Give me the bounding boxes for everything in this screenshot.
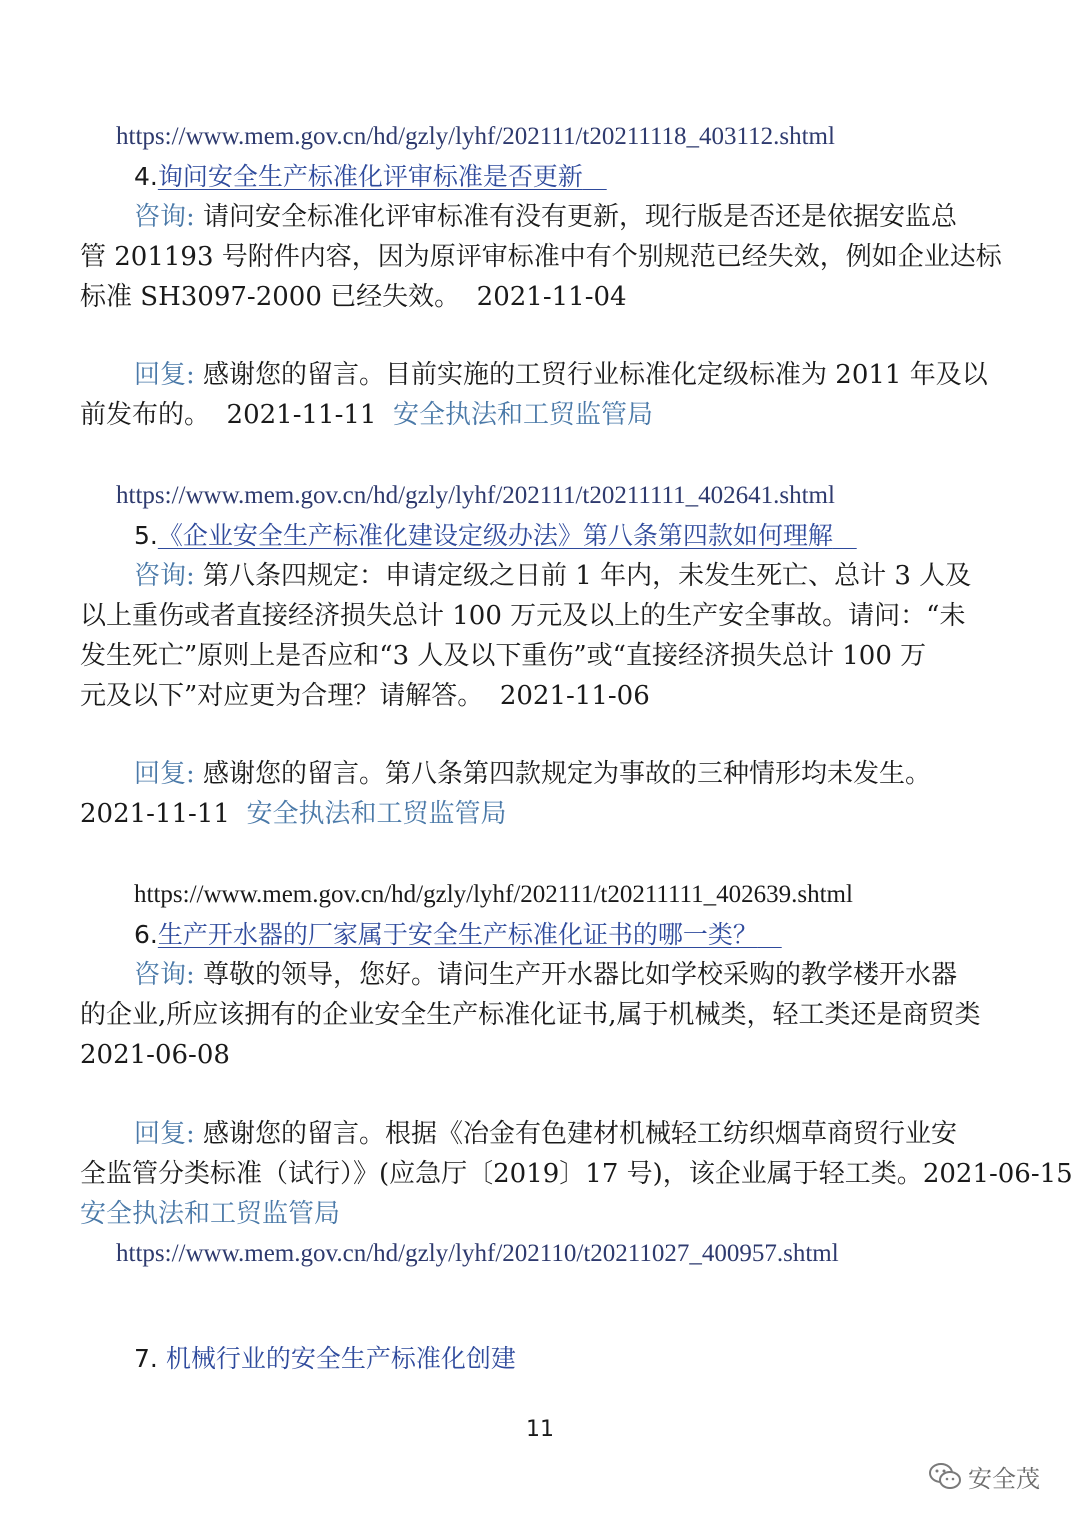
question-number: 4.: [134, 162, 158, 191]
question-number: 5.: [134, 521, 158, 550]
reply-line: [134, 1114, 957, 1154]
consult-label: 咨询:: [134, 561, 195, 591]
question-heading-7[interactable]: [134, 1339, 516, 1379]
consult-line: [80, 277, 627, 317]
reply-org: 安全执法和工贸监管局: [80, 1199, 341, 1229]
reply-org: 安全执法和工贸监管局: [246, 799, 507, 829]
reply-label: 回复:: [134, 1119, 195, 1149]
consult-date: 2021-06-08: [80, 1040, 230, 1070]
source-url[interactable]: https://www.mem.gov.cn/hd/gzly/lyhf/202111/t20211111_402639.shtml: [134, 881, 853, 908]
reply-date: 2021-11-11: [80, 799, 230, 829]
question-number: 6.: [134, 920, 158, 949]
wechat-icon: [928, 1461, 962, 1491]
consult-text: 标准 SH3097-2000 已经失效。: [80, 282, 461, 312]
consult-text: 以上重伤或者直接经济损失总计 100 万元及以上的生产安全事故。请问：“未: [80, 601, 966, 631]
consult-line: [134, 955, 957, 995]
reply-text: 感谢您的留言。第八条第四款规定为事故的三种情形均未发生。: [203, 759, 932, 789]
reply-text: 全监管分类标准（试行）》(应急厅〔2019〕17 号)，该企业属于轻工类。: [80, 1159, 923, 1189]
source-url[interactable]: https://www.mem.gov.cn/hd/gzly/lyhf/202111/t20211111_402641.shtml: [116, 482, 835, 509]
reply-text: 前发布的。: [80, 400, 211, 430]
reply-line: [134, 754, 931, 794]
consult-label: 咨询:: [134, 960, 195, 990]
question-heading-4[interactable]: [134, 157, 607, 197]
consult-date: 2021-11-06: [499, 681, 650, 711]
watermark-text: 安全茂: [968, 1464, 1040, 1493]
question-title-link[interactable]: 询问安全生产标准化评审标准是否更新: [157, 162, 583, 191]
consult-date: 2021-11-04: [476, 282, 627, 312]
consult-line: [134, 197, 957, 237]
reply-line: [80, 395, 653, 435]
reply-date: 2021-11-11: [226, 400, 377, 430]
question-title-link[interactable]: 《企业安全生产标准化建设定级办法》第八条第四款如何理解: [157, 521, 833, 550]
consult-text: 发生死亡”原则上是否应和“3 人及以下重伤”或“直接经济损失总计 100 万: [80, 641, 927, 671]
consult-text: 的企业,所应该拥有的企业安全生产标准化证书,属于机械类，轻工类还是商贸类: [80, 1000, 981, 1030]
watermark: [928, 1456, 1040, 1496]
reply-text: 感谢您的留言。根据《冶金有色建材机械轻工纺织烟草商贸行业安: [203, 1119, 958, 1149]
reply-org: 安全执法和工贸监管局: [392, 400, 653, 430]
source-url[interactable]: https://www.mem.gov.cn/hd/gzly/lyhf/202110/t20211027_400957.shtml: [116, 1240, 839, 1267]
reply-text: 感谢您的留言。目前实施的工贸行业标准化定级标准为 2011 年及以: [203, 360, 988, 390]
consult-line: [80, 676, 650, 716]
consult-text: 尊敬的领导，您好。请问生产开水器比如学校采购的教学楼开水器: [203, 960, 958, 990]
consult-text: 第八条四规定：申请定级之日前 1 年内，未发生死亡、总计 3 人及: [203, 561, 972, 591]
consult-text: 管 201193 号附件内容，因为原评审标准中有个别规范已经失效，例如企业达标: [80, 242, 1002, 272]
question-number: 7.: [134, 1344, 158, 1373]
reply-line: [80, 794, 506, 834]
question-title-link[interactable]: 机械行业的安全生产标准化创建: [165, 1344, 516, 1373]
reply-label: 回复:: [134, 360, 195, 390]
consult-line: [134, 556, 971, 596]
consult-text: 元及以下”对应更为合理？请解答。: [80, 681, 484, 711]
reply-line: [134, 355, 988, 395]
page-number: 11: [526, 1417, 554, 1442]
reply-date: 2021-06-15: [922, 1159, 1073, 1189]
consult-text: 请问安全标准化评审标准有没有更新，现行版是否还是依据安监总: [203, 202, 958, 232]
question-heading-5[interactable]: [134, 516, 857, 556]
question-heading-6[interactable]: [134, 915, 782, 955]
reply-label: 回复:: [134, 759, 195, 789]
reply-line: [80, 1154, 1073, 1194]
source-url[interactable]: https://www.mem.gov.cn/hd/gzly/lyhf/202111/t20211118_403112.shtml: [116, 123, 835, 150]
consult-label: 咨询:: [134, 202, 195, 232]
question-title-link[interactable]: 生产开水器的厂家属于安全生产标准化证书的哪一类？: [157, 920, 758, 949]
